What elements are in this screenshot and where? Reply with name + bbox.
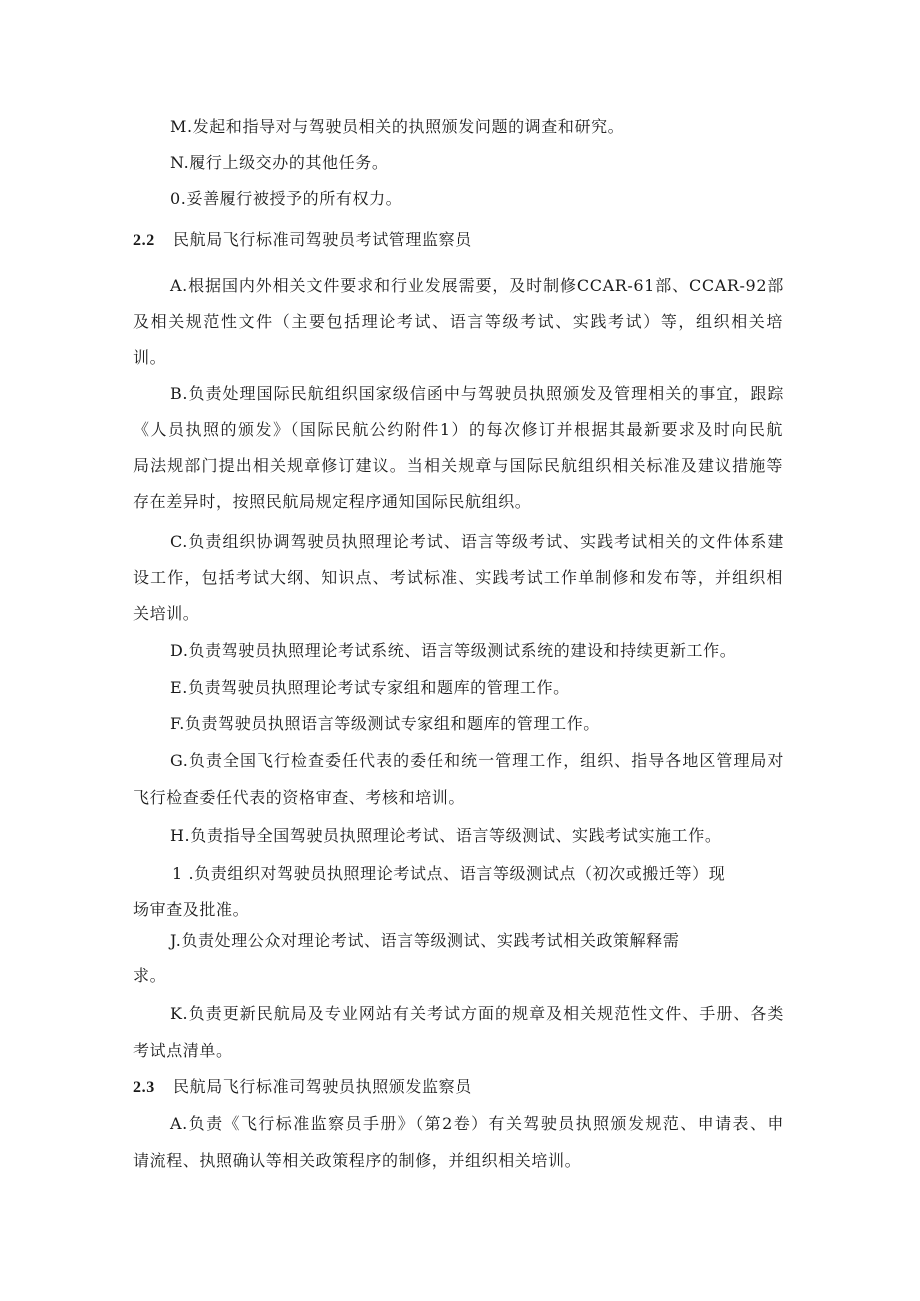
item-g-line-2: 飞行检查委任代表的资格审查、考核和培训。 xyxy=(133,788,466,807)
section-title: 民航局飞行标准司驾驶员考试管理监察员 xyxy=(173,230,472,249)
item-m: M.发起和指导对与驾驶员相关的执照颁发问题的调查和研究。 xyxy=(170,117,625,136)
item-b-line-4: 存在差异时，按照民航局规定程序通知国际民航组织。 xyxy=(133,492,532,511)
item-e: E.负责驾驶员执照理论考试专家组和题库的管理工作。 xyxy=(170,678,570,697)
item-a-line-1: A.根据国内外相关文件要求和行业发展需要，及时制修CCAR-61部、CCAR-92部 xyxy=(170,276,784,295)
item-c-line-2: 设工作，包括考试大纲、知识点、考试标准、实践考试工作单制修和发布等，并组织相 xyxy=(133,568,783,587)
section-number: 2.2 xyxy=(133,232,155,249)
item-i-line-2: 场审查及批准。 xyxy=(133,900,250,919)
item-j-line-2: 求。 xyxy=(133,966,167,985)
item-o: 0.妥善履行被授予的所有权力。 xyxy=(170,189,403,208)
item-a-2-3-line-2: 请流程、执照确认等相关政策程序的制修，并组织相关培训。 xyxy=(133,1151,582,1170)
section-title: 民航局飞行标准司驾驶员执照颁发监察员 xyxy=(173,1077,472,1096)
item-k-line-2: 考试点清单。 xyxy=(133,1041,233,1060)
item-a-line-2: 及相关规范性文件（主要包括理论考试、语言等级考试、实践考试）等，组织相关培 xyxy=(133,312,783,331)
item-c-line-1: C.负责组织协调驾驶员执照理论考试、语言等级考试、实践考试相关的文件体系建 xyxy=(170,532,784,551)
item-b-line-3: 局法规部门提出相关规章修订建议。当相关规章与国际民航组织相关标准及建议措施等 xyxy=(133,456,783,475)
item-n: N.履行上级交办的其他任务。 xyxy=(170,153,389,172)
item-c-line-3: 关培训。 xyxy=(133,604,200,623)
item-i-line-1: 1 .负责组织对驾驶员执照理论考试点、语言等级测试点（初次或搬迁等）现 xyxy=(172,864,726,883)
section-heading-2-3 xyxy=(133,1076,472,1099)
item-g-line-1: G.负责全国飞行检查委任代表的委任和统一管理工作，组织、指导各地区管理局对 xyxy=(170,751,784,770)
item-h: H.负责指导全国驾驶员执照理论考试、语言等级测试、实践考试实施工作。 xyxy=(170,826,722,845)
item-j-line-1: J.负责处理公众对理论考试、语言等级测试、实践考试相关政策解释需 xyxy=(170,931,680,950)
item-k-line-1: K.负责更新民航局及专业网站有关考试方面的规章及相关规范性文件、手册、各类 xyxy=(170,1004,784,1023)
item-b-line-2: 《人员执照的颁发》（国际民航公约附件1）的每次修订并根据其最新要求及时向民航 xyxy=(133,420,783,439)
item-f: F.负责驾驶员执照语言等级测试专家组和题库的管理工作。 xyxy=(170,714,600,733)
item-d: D.负责驾驶员执照理论考试系统、语言等级测试系统的建设和持续更新工作。 xyxy=(170,641,737,660)
section-heading-2-2 xyxy=(133,229,472,252)
item-b-line-1: B.负责处理国际民航组织国家级信函中与驾驶员执照颁发及管理相关的事宜，跟踪 xyxy=(170,384,784,403)
section-number: 2.3 xyxy=(133,1079,155,1096)
item-a-2-3-line-1: A.负责《飞行标准监察员手册》（第2卷）有关驾驶员执照颁发规范、申请表、申 xyxy=(170,1114,784,1133)
item-a-line-3: 训。 xyxy=(133,348,167,367)
